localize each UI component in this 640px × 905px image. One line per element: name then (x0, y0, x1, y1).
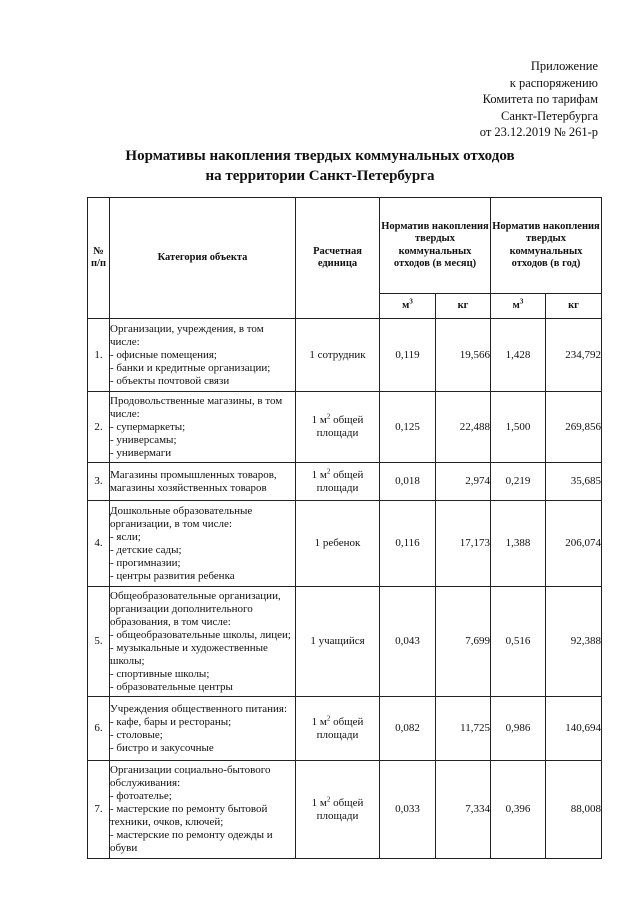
appendix-line: Приложение (530, 59, 598, 73)
row-number: 2. (88, 392, 110, 463)
subheader-kg-month: кг (436, 294, 491, 319)
unit-text-rest: общей площади (316, 468, 364, 494)
value-m3-year: 0,219 (491, 463, 546, 501)
unit-superscript: 2 (326, 794, 331, 803)
row-number: 3. (88, 463, 110, 501)
unit-text: 1 ребенок (314, 537, 361, 549)
header-num: № п/п (88, 198, 110, 319)
subheader-m3-year: $м^3$ (491, 294, 546, 319)
unit-text: 1 сотрудник (309, 348, 366, 361)
value-m3-year: 1,500 (491, 392, 546, 463)
category-subitem: - универсамы; (110, 433, 177, 446)
value-m3-year: 1,428 (491, 319, 546, 392)
value-kg-month: 2,974 (436, 463, 491, 501)
document-title (0, 146, 640, 186)
unit-superscript: 2 (326, 713, 331, 722)
table-row (88, 501, 602, 587)
value-kg-month: 7,334 (436, 761, 491, 859)
subheader-m3-month: $м^3$ (380, 294, 436, 319)
row-category (110, 587, 296, 697)
category-subitem: - ясли; (110, 530, 141, 543)
row-unit (296, 319, 380, 392)
row-category (110, 761, 296, 859)
header-norm-year: Норматив накопления твердых коммунальных отходов (в год) (491, 198, 602, 294)
row-number: 4. (88, 501, 110, 587)
category-subitem: - мастерские по ремонту одежды и обуви (110, 829, 273, 854)
category-title: Организации, учреждения, в том числе: (110, 322, 264, 348)
category-title: Общеобразовательные организации, организации дополнительного образования, в том числе: (110, 589, 281, 628)
category-title: Дошкольные образовательные организации, в том числе: (110, 504, 253, 530)
row-unit (296, 587, 380, 697)
value-m3-month: 0,033 (380, 761, 436, 859)
table-row (88, 761, 602, 859)
value-kg-year: 269,856 (546, 392, 602, 463)
category-subitem: - общеобразовательные школы, лицеи; (110, 628, 291, 641)
value-m3-month: 0,119 (380, 319, 436, 392)
value-kg-month: 19,566 (436, 319, 491, 392)
appendix-block (338, 58, 598, 141)
category-subitem: - супермаркеты; (110, 420, 186, 433)
value-m3-month: 0,082 (380, 697, 436, 761)
row-category (110, 463, 296, 501)
row-unit (296, 697, 380, 761)
category-subitem: - фотоателье; (110, 790, 172, 802)
unit-text-rest: общей площади (316, 715, 364, 741)
value-kg-year: 234,792 (546, 319, 602, 392)
row-unit (296, 761, 380, 859)
header-norm-month: Норматив накопления твердых коммунальных отходов (в месяц) (380, 198, 491, 294)
unit-superscript: 2 (326, 412, 331, 421)
category-title: Учреждения общественного питания: (110, 702, 288, 715)
row-unit (296, 463, 380, 501)
category-subitem: - кафе, бары и рестораны; (110, 715, 232, 728)
row-unit (296, 501, 380, 587)
row-number: 5. (88, 587, 110, 697)
unit-text: 1 м (311, 414, 327, 426)
row-number: 7. (88, 761, 110, 859)
value-kg-month: 17,173 (436, 501, 491, 587)
value-kg-month: 7,699 (436, 587, 491, 697)
table-row (88, 392, 602, 463)
value-kg-month: 22,488 (436, 392, 491, 463)
category-subitem: - банки и кредитные организации; (110, 361, 271, 374)
row-number: 1. (88, 319, 110, 392)
category-subitem: - центры развития ребенка (110, 569, 235, 582)
value-m3-month: 0,018 (380, 463, 436, 501)
value-m3-month: 0,116 (380, 501, 436, 587)
row-category (110, 697, 296, 761)
category-subitem: - бистро и закусочные (110, 741, 214, 754)
row-unit (296, 392, 380, 463)
value-kg-year: 206,074 (546, 501, 602, 587)
unit-text: 1 м (311, 468, 327, 481)
header-unit: Расчетная единица (296, 198, 380, 319)
subheader-kg-year: кг (546, 294, 602, 319)
unit-text-rest: общей площади (316, 414, 364, 439)
table-row (88, 697, 602, 761)
value-kg-year: 140,694 (546, 697, 602, 761)
row-number: 6. (88, 697, 110, 761)
category-subitem: - спортивные школы; (110, 667, 210, 680)
value-m3-year: 1,388 (491, 501, 546, 587)
value-kg-year: 88,008 (546, 761, 602, 859)
category-subitem: - объекты почтовой связи (110, 374, 230, 387)
category-subitem: - мастерские по ремонту бытовой техники, очков, ключей; (110, 803, 268, 828)
appendix-line: от 23.12.2019 № 261-р (479, 125, 598, 139)
category-title: Организации социально-бытового обслуживания: (110, 764, 271, 789)
row-category (110, 501, 296, 587)
category-subitem: - образовательные центры (110, 680, 233, 693)
unit-superscript: 2 (326, 466, 331, 475)
unit-text: 1 учащийся (310, 635, 365, 647)
appendix-line: к распоряжению (509, 75, 598, 90)
table-row (88, 587, 602, 697)
value-kg-year: 92,388 (546, 587, 602, 697)
appendix-line: Санкт-Петербурга (500, 108, 598, 123)
table-row (88, 319, 602, 392)
value-m3-year: 0,986 (491, 697, 546, 761)
row-category (110, 319, 296, 392)
title-line-2: на территории Санкт-Петербурга (205, 168, 435, 184)
unit-text: 1 м (311, 796, 327, 809)
category-subitem: - универмаги (110, 446, 172, 459)
category-subitem: - прогимназии; (110, 556, 181, 569)
row-category (110, 392, 296, 463)
value-m3-month: 0,125 (380, 392, 436, 463)
value-m3-month: 0,043 (380, 587, 436, 697)
category-title: Магазины промышленных товаров, магазины хозяйственных товаров (110, 468, 277, 494)
norms-table (87, 197, 602, 859)
value-kg-year: 35,685 (546, 463, 602, 501)
category-subitem: - детские сады; (110, 543, 182, 556)
value-kg-month: 11,725 (436, 697, 491, 761)
value-m3-year: 0,396 (491, 761, 546, 859)
category-subitem: - музыкальные и художественные школы; (110, 641, 268, 667)
title-line-1: Нормативы накопления твердых коммунальных отходов (125, 148, 515, 164)
appendix-line: Комитета по тарифам (482, 92, 598, 106)
category-subitem: - столовые; (110, 728, 163, 741)
category-title: Продовольственные магазины, в том числе: (110, 394, 283, 420)
header-category: Категория объекта (110, 198, 296, 319)
table-row (88, 463, 602, 501)
unit-text-rest: общей площади (316, 796, 364, 822)
value-m3-year: 0,516 (491, 587, 546, 697)
category-subitem: - офисные помещения; (110, 348, 217, 361)
unit-text: 1 м (311, 715, 327, 728)
